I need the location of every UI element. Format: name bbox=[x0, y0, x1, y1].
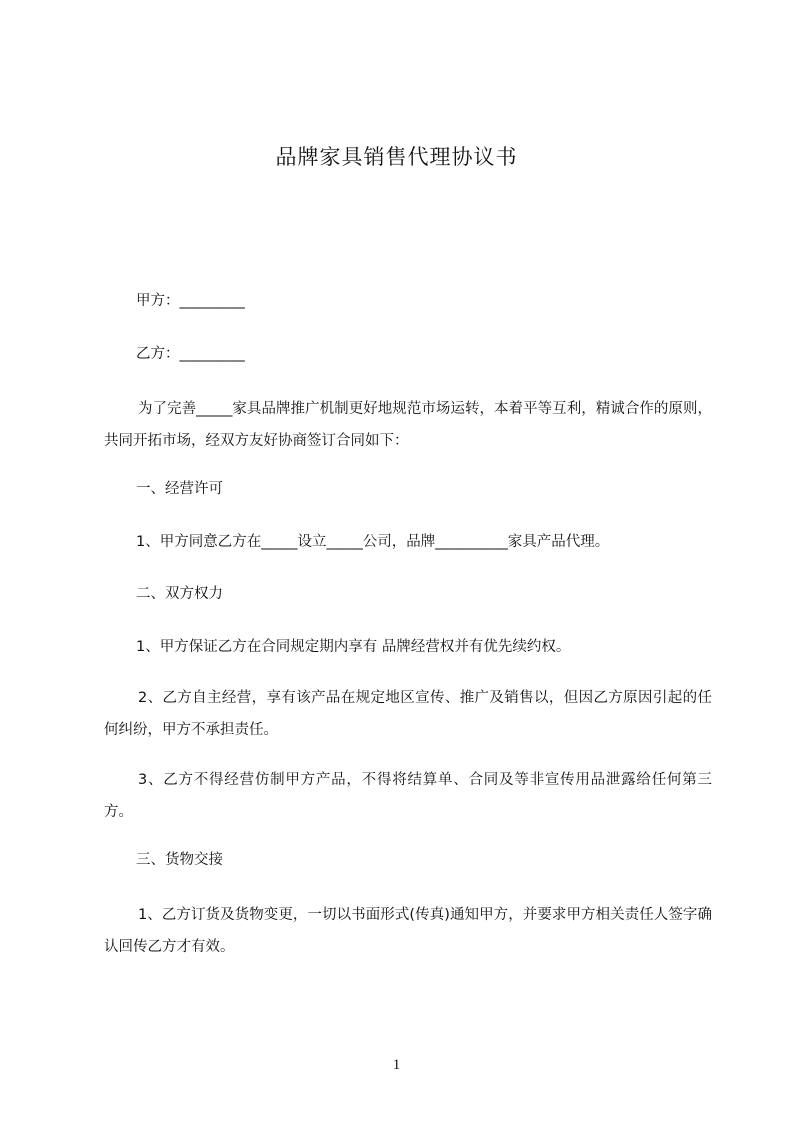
section-2-item-2: 2、乙方自主经营，享有该产品在规定地区宣传、推广及销售以，但因乙方原因引起的任何纠纷，甲方不承担责任。 bbox=[104, 690, 712, 738]
section-2-item-3: 3、乙方不得经营仿制甲方产品，不得将结算单、合同及等非宣传用品泄露给任何第三方。 bbox=[104, 772, 712, 820]
section-1-heading: 一、经营许可 bbox=[136, 481, 223, 497]
page-number: 1 bbox=[392, 1057, 401, 1073]
section-1-item-1: 1、甲方同意乙方在_____设立_____公司，品牌__________家具产品代理。 bbox=[136, 534, 610, 550]
party-b-line: 乙方：_________ bbox=[136, 346, 245, 362]
party-a-line: 甲方：_________ bbox=[136, 293, 245, 309]
section-3-item-1: 1、乙方订货及货物变更，一切以书面形式(传真)通知甲方，并要求甲方相关责任人签字确认回传乙方才有效。 bbox=[104, 907, 712, 955]
section-3-heading: 三、货物交接 bbox=[136, 852, 223, 868]
preamble-paragraph: 为了完善_____家具品牌推广机制更好地规范市场运转，本着平等互利，精诚合作的原则，共同开拓市场，经双方友好协商签订合同如下： bbox=[104, 401, 712, 449]
section-2-heading: 二、双方权力 bbox=[136, 586, 223, 602]
section-2-item-1: 1、甲方保证乙方在合同规定期内享有 品牌经营权并有优先续约权。 bbox=[136, 639, 571, 655]
document-title: 品牌家具销售代理协议书 bbox=[275, 145, 518, 169]
